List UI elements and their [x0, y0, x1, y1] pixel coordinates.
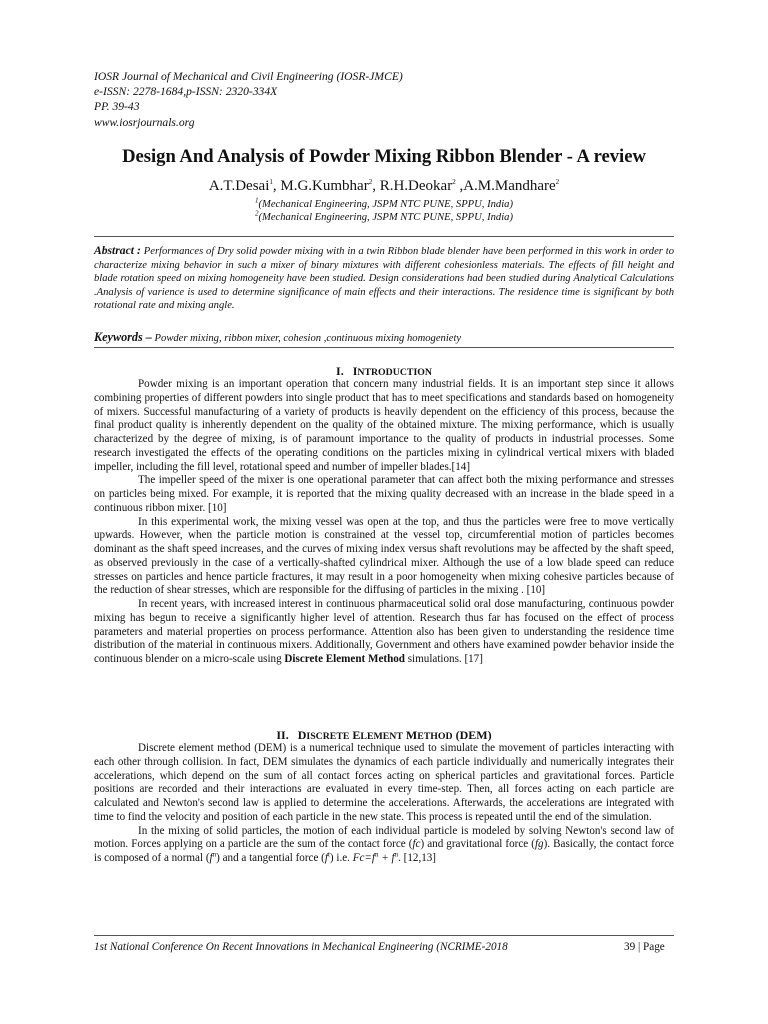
- author-separator: ,: [272, 178, 281, 194]
- paragraph-text: ) and a tangential force (: [216, 852, 325, 864]
- section-title-initial: I: [352, 364, 358, 378]
- journal-header: [94, 69, 694, 130]
- section-number: I.: [336, 364, 344, 378]
- paragraph: Discrete element method (DEM) is a numerical technique used to simulate the movement of particles interacting with each other through collision. In fact, DEM simulates the dynamics of each particle individually and numerically integrates their accelerations, which depend on the sum of all contact forces acting on spherical particles and gravitational forces. Particle positions are recorded and their interactions are evaluated in every time-step. Then, all forces acting on each particle are calculated and Newton's second law is applied to determine the accelerations. Afterwards, the accelerations are integrated with time to find the velocity and position of each particle in the new state. This process is repeated until the end of the simulation.: [94, 742, 674, 823]
- author-affiliation-mark: 2: [555, 178, 560, 186]
- paragraph: In this experimental work, the mixing vessel was open at the top, and thus the particles were free to move vertically upwards. However, when the particle motion is constrained at the vessel top, circumferential motion of particles becomes dominant as the shaft speed increases, and the curves of mixing index versus shaft revolutions may be affected by the shaft speed, as observed previously in the case of a vertically-shafted cylindrical mixer. Although the use of a low blade speed can reduce stresses on particles and hence particle fractures, it may result in a poor homogeneity when mixing cohesive particles because of the reduction of shear stresses, which are responsible for the diffusing of particles in the mixing . [10]: [94, 515, 674, 597]
- equation: Fc=f: [352, 852, 375, 864]
- paragraph-text: ) i.e.: [329, 852, 353, 864]
- symbol-fg: fg: [534, 838, 544, 851]
- section-heading-dem: [0, 728, 768, 743]
- abstract-top-rule: [94, 236, 674, 237]
- paragraph-text: In recent years, with increased interest in continuous pharmaceutical solid oral dose manufacturing, continuous powder mixing has begun to receive a significantly higher level of attention. Research thus far has focused on the effect of process parameters and material properties on process performance. Attention also has been given to understanding the residence time distribution of the material in continuous mixers. Additionally, Government and others have examined powder behavior inside the continuous blender on a micro-scale using: [94, 598, 674, 665]
- author-name: A.M.Mandhare: [463, 178, 556, 194]
- keywords-label: Keywords –: [94, 330, 152, 344]
- author-separator: ,: [455, 178, 464, 194]
- affiliation-text: (Mechanical Engineering, JSPM NTC PUNE, SPPU, India): [258, 199, 513, 210]
- footer-rule: [94, 935, 674, 936]
- section-title-initial: E: [352, 728, 361, 742]
- section-number: II.: [276, 728, 289, 742]
- section-title-initial: D: [297, 728, 307, 742]
- keywords: [94, 330, 674, 345]
- affiliation-mark: 2: [255, 209, 259, 218]
- affiliation-mark: 1: [255, 196, 259, 205]
- introduction-body: [94, 378, 674, 667]
- paragraph-tail: simulations. [17]: [404, 653, 483, 665]
- journal-name: IOSR Journal of Mechanical and Civil Engineering (IOSR-JMCE): [94, 70, 403, 83]
- paragraph: Powder mixing is an important operation that concern many industrial fields. It is an important step since it allows combining properties of different powders into single product that has to meet specifications and standards based on homogeneity of mixers. Successful manufacturing of a variety of products is heavily dependent on the efficiency of this process, because the final product quality is inherently dependent on the quality of the obtained mixture. The mixing performance, which is usually characterized by the degree of mixing, is of paramount importance to the quality of products in industrial processes. Some research investigated the effects of the operating conditions on the particles mixing in cylindrical vertical mixers with bladed impeller, including the fill level, rotational speed and number of impeller blades.[14]: [94, 378, 674, 473]
- section-title-rest: ISCRETE: [306, 731, 350, 742]
- abstract-label: Abstract :: [94, 244, 141, 257]
- footer-conference: 1st National Conference On Recent Innovations in Mechanical Engineering (NCRIME-2018: [94, 941, 508, 953]
- section-title-rest: NTRODUCTION: [357, 367, 432, 378]
- dem-body: [94, 742, 674, 866]
- symbol-superscript: n: [394, 850, 399, 859]
- symbol-fn: f: [209, 852, 213, 864]
- abstract-text: Performances of Dry solid powder mixing with in a twin Ribbon blade blender have been performed in this work in order to characterize mixing behavior in such a mixer of binary mixtures with different cohesionless materials. The effects of fill height and blade rotation speed on mixing homogeneity have been studied. Design considerations had been studied during Analytical Calculations .Analysis of varience is used to determine significance of main effects and their interactions. The residence time is significant by both rotational rate and mixing angle.: [94, 246, 674, 312]
- paragraph: [94, 598, 674, 667]
- paragraph-text: . [12,13]: [398, 852, 437, 864]
- author-affiliation-mark: 1: [269, 178, 273, 186]
- bold-term: Discrete Element Method: [284, 653, 405, 665]
- author-affiliation-mark: 2: [452, 178, 456, 186]
- paragraph: [94, 825, 674, 866]
- section-title-suffix: (DEM): [455, 728, 492, 742]
- journal-issn: e-ISSN: 2278-1684,p-ISSN: 2320-334X: [94, 85, 278, 99]
- author-name: R.H.Deokar: [379, 178, 453, 194]
- affiliation-line: [0, 196, 768, 210]
- section-heading-introduction: [0, 364, 768, 379]
- author-separator: ,: [372, 178, 380, 194]
- paragraph-text: ). Basically, the contact force is composed of a normal (: [94, 838, 674, 864]
- symbol-superscript: n: [212, 850, 217, 859]
- section-title-rest: LEMENT: [360, 731, 403, 742]
- journal-website[interactable]: www.iosrjournals.org: [94, 115, 195, 129]
- keywords-text: Powder mixing, ribbon mixer, cohesion ,continuous mixing homogeniety: [154, 333, 462, 344]
- section-title-initial: M: [405, 728, 418, 742]
- paragraph-text: In the mixing of solid particles, the motion of each individual particle is modeled by solving Newton's second law of motion. Forces applying on a particle are the sum of the contact force (: [94, 824, 674, 851]
- abstract-bottom-rule: [94, 347, 674, 348]
- section-title-rest: ETHOD: [417, 731, 453, 742]
- page-range: PP. 39-43: [94, 100, 140, 114]
- author-affiliation-mark: 2: [368, 178, 373, 186]
- paragraph-text: ) and gravitational force (: [420, 838, 535, 851]
- affiliation-line: [0, 209, 768, 223]
- author-list: [0, 178, 768, 195]
- symbol-superscript: n: [374, 850, 379, 859]
- author-name: M.G.Kumbhar: [280, 178, 369, 194]
- paragraph: The impeller speed of the mixer is one operational parameter that can affect both the mixing performance and stresses on particles being mixed. For example, it is reported that the mixing quality decreased with an increase in the blade speed in a continuous ribbon mixer. [10]: [94, 474, 674, 514]
- symbol-ft: f: [324, 852, 328, 864]
- author-name: A.T.Desai: [208, 178, 270, 194]
- symbol-superscript: t: [327, 850, 330, 859]
- symbol-fc: fc: [412, 838, 421, 851]
- affiliation-text: (Mechanical Engineering, JSPM NTC PUNE, SPPU, India): [258, 212, 513, 223]
- footer-page-number: 39 | Page: [624, 941, 665, 953]
- paper-title: Design And Analysis of Powder Mixing Ribbon Blender - A review: [122, 146, 646, 167]
- equation: + f: [378, 852, 395, 864]
- abstract: [94, 244, 674, 313]
